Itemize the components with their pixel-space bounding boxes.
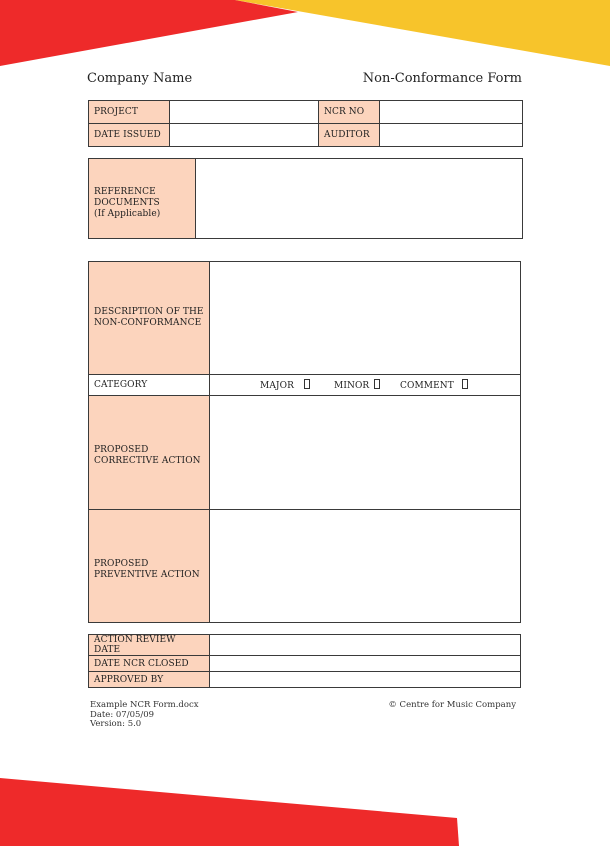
- top-yellow-band: [235, 0, 610, 66]
- preventive-action-label: [89, 510, 210, 623]
- description-label-line1: DESCRIPTION OF THE: [94, 307, 204, 317]
- reference-label-line3: (If Applicable): [94, 208, 161, 219]
- date-ncr-closed-field[interactable]: [210, 656, 521, 672]
- action-review-date-label: ACTION REVIEW DATE: [89, 635, 210, 656]
- date-issued-field[interactable]: [170, 124, 319, 147]
- bottom-red-band: [0, 778, 459, 846]
- auditor-field[interactable]: [380, 124, 523, 147]
- footer-date: Date: 07/05/09: [90, 709, 155, 720]
- reference-label-line1: REFERENCE: [94, 186, 156, 197]
- comment-label: COMMENT: [400, 381, 454, 391]
- footer-left: [90, 701, 199, 730]
- comment-option[interactable]: [400, 379, 468, 391]
- preventive-label-line2: PREVENTIVE ACTION: [94, 569, 200, 580]
- reference-documents-label: [89, 159, 196, 239]
- footer-version: Version: 5.0: [90, 719, 142, 729]
- info-table: [88, 100, 523, 147]
- nonconformance-table: [88, 261, 521, 623]
- reference-label-line2: DOCUMENTS: [94, 197, 160, 208]
- ncr-no-label: NCR NO: [319, 101, 380, 124]
- description-label: [89, 262, 210, 375]
- approved-by-label: APPROVED BY: [89, 672, 210, 688]
- corrective-label-line1: PROPOSED: [94, 445, 149, 455]
- category-options: [210, 375, 521, 396]
- preventive-action-field[interactable]: [210, 510, 521, 623]
- form-title: Non-Conformance Form: [362, 71, 522, 86]
- major-option[interactable]: [260, 379, 310, 391]
- description-field[interactable]: [210, 262, 521, 375]
- reference-table: [88, 158, 523, 239]
- approved-by-field[interactable]: [210, 672, 521, 688]
- minor-option[interactable]: [334, 379, 380, 391]
- date-ncr-closed-label: DATE NCR CLOSED: [89, 656, 210, 672]
- description-label-line2: NON-CONFORMANCE: [94, 318, 202, 328]
- ncr-no-field[interactable]: [380, 101, 523, 124]
- major-label: MAJOR: [260, 381, 294, 391]
- footer-copyright: © Centre for Music Company: [388, 700, 516, 710]
- project-label: PROJECT: [89, 101, 170, 124]
- comment-checkbox-icon[interactable]: [462, 379, 468, 389]
- date-issued-label: DATE ISSUED: [89, 124, 170, 147]
- top-red-band: [0, 0, 298, 66]
- corrective-action-field[interactable]: [210, 396, 521, 510]
- company-name: Company Name: [87, 71, 193, 86]
- corrective-label-line2: CORRECTIVE ACTION: [94, 456, 201, 466]
- action-review-date-field[interactable]: [210, 635, 521, 656]
- project-field[interactable]: [170, 101, 319, 124]
- category-label: CATEGORY: [89, 375, 210, 396]
- footer-filename: Example NCR Form.docx: [90, 700, 199, 710]
- reference-documents-field[interactable]: [196, 159, 523, 239]
- major-checkbox-icon[interactable]: [304, 379, 310, 389]
- minor-label: MINOR: [334, 381, 370, 391]
- auditor-label: AUDITOR: [319, 124, 380, 147]
- corrective-action-label: [89, 396, 210, 510]
- minor-checkbox-icon[interactable]: [374, 379, 380, 389]
- preventive-label-line1: PROPOSED: [94, 558, 149, 569]
- review-table: [88, 634, 521, 688]
